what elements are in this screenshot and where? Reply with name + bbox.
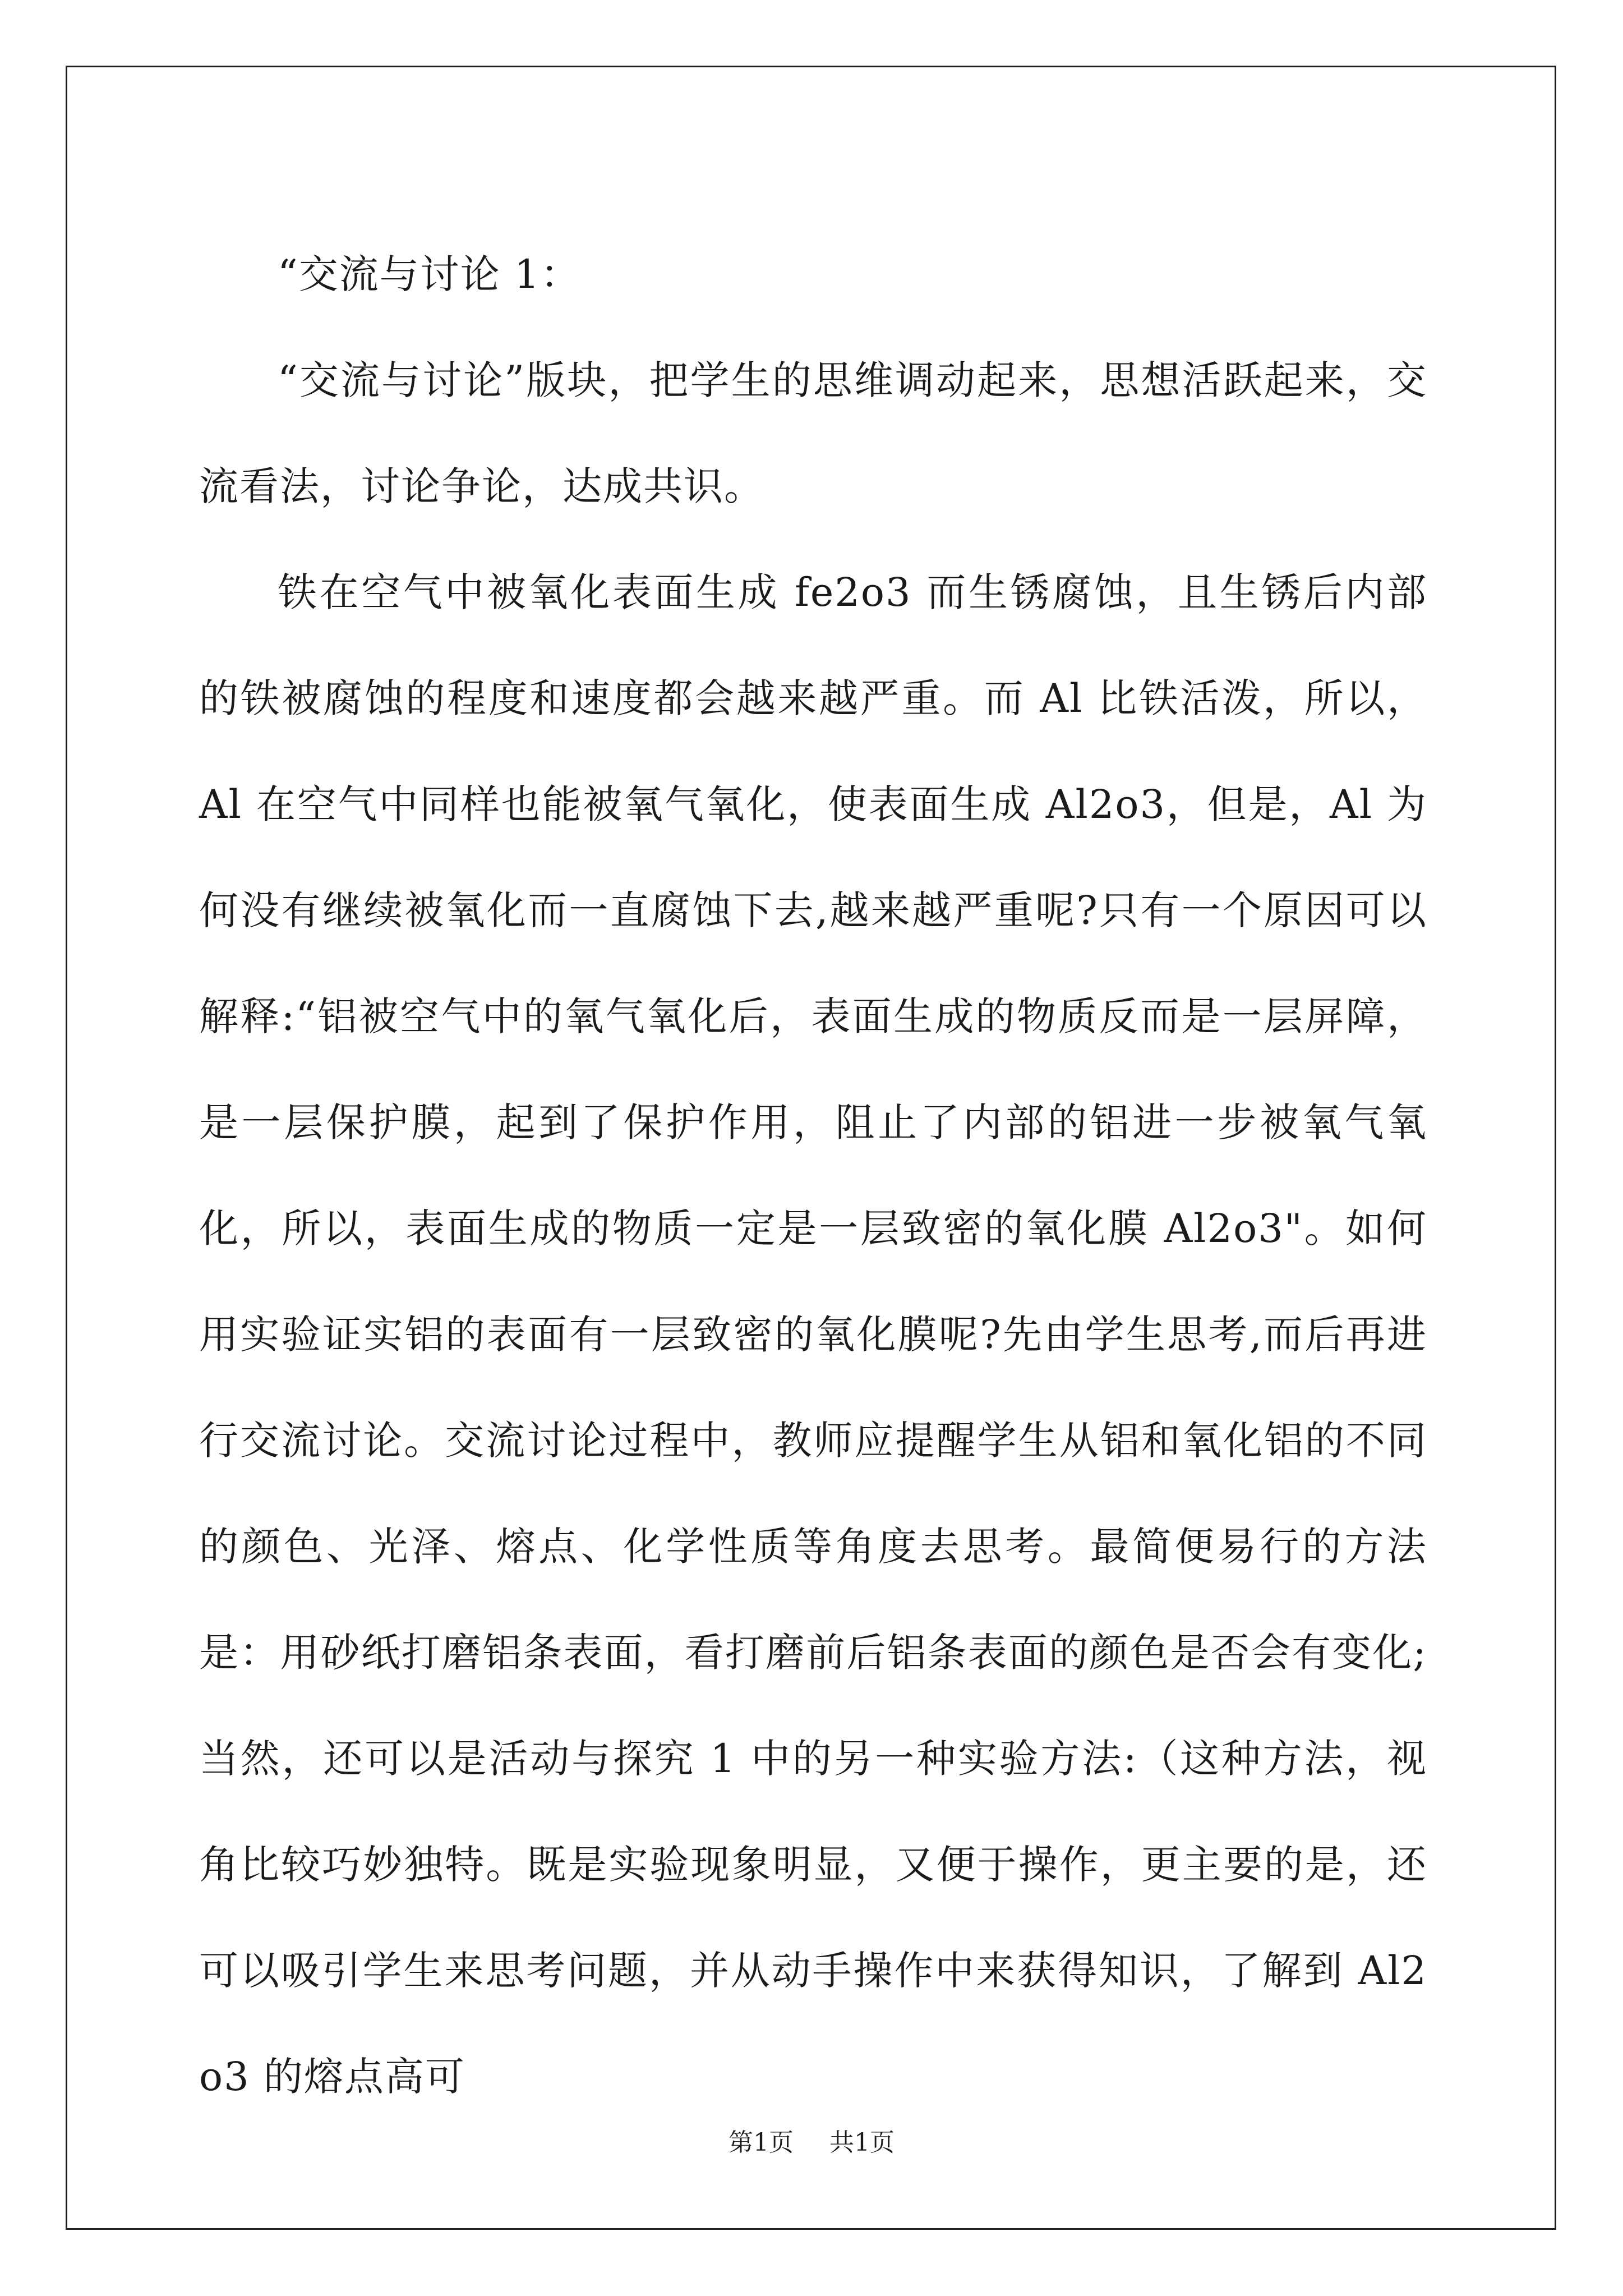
page-number: 第1页 [728, 2128, 794, 2157]
paragraph-heading: “交流与讨论 1： [278, 251, 581, 297]
paragraph-intro: “交流与讨论”版块，把学生的思维调动起来，思想活跃起来，交流看法，讨论争论，达成共识。 [199, 357, 1427, 509]
page-total: 共1页 [829, 2128, 895, 2157]
page-footer [0, 2126, 1623, 2160]
document-body [199, 222, 1427, 2130]
paragraph-main: 铁在空气中被氧化表面生成 fe2o3 而生锈腐蚀，且生锈后内部的铁被腐蚀的程度和速度都会越来越严重。而 Al 比铁活泼，所以，Al 在空气中同样也能被氧气氧化，使表面生成 Al2o3，但是，Al 为何没有继续被氧化而一直腐蚀下去,越来越严重呢?只有一个原因可以解释:“铝被空气中的氧气氧化后，表面生成的物质反而是一层屏障，是一层保护膜，起到了保护作用，阻止了内部的铝进一步被氧气氧化，所以，表面生成的物质一定是一层致密的氧化膜 Al2o3"。如何用实验证实铝的表面有一层致密的氧化膜呢?先由学生思考,而后再进行交流讨论。交流讨论过程中，教师应提醒学生从铝和氧化铝的不同的颜色、光泽、熔点、化学性质等角度去思考。最简便易行的方法是：用砂纸打磨铝条表面，看打磨前后铝条表面的颜色是否会有变化;当然，还可以是活动与探究 1 中的另一种实验方法:（这种方法，视角比较巧妙独特。既是实验现象明显，又便于操作，更主要的是，还可以吸引学生来思考问题，并从动手操作中来获得知识，了解到 Al2o3 的熔点高可 [199, 569, 1427, 2100]
